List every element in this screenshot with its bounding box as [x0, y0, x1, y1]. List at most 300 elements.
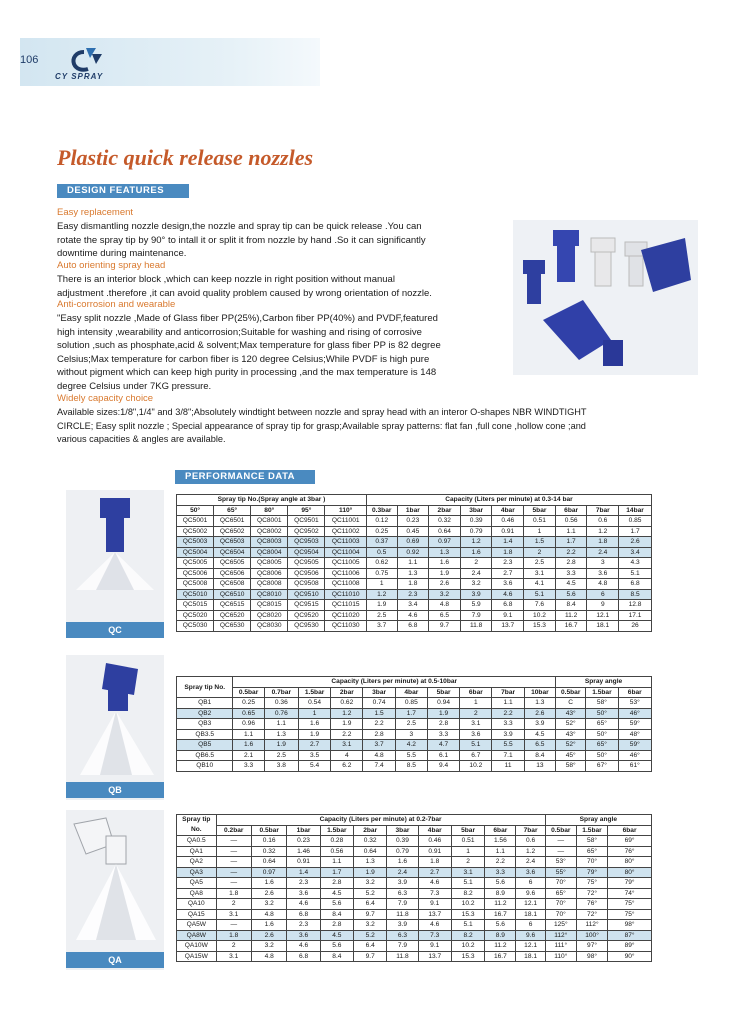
table-cell: 7.6: [524, 600, 556, 611]
table-cell: 53°: [545, 857, 576, 868]
paragraph-auto-orienting: [57, 273, 507, 300]
table-cell: 3.8: [264, 761, 298, 772]
table-row: [177, 867, 652, 878]
table-cell: 1.5: [363, 708, 395, 719]
table-cell: 0.6: [516, 836, 545, 847]
table-cell: 0.46: [492, 516, 524, 527]
table-cell: 4.7: [427, 740, 459, 751]
table-cell: 5.1: [619, 568, 652, 579]
table-cell: 1.4: [287, 867, 320, 878]
table-cell: 4.8: [251, 909, 286, 920]
table-cell: QC6501: [214, 516, 251, 527]
table-row: [177, 621, 652, 632]
text-line: CIRCLE; Easy split nozzle ; Special appearance of spray tip for grasp;Available spray patterns: flat fan ,full cone ,hollow cone ;and: [57, 420, 586, 431]
table-cell: 8.4: [320, 909, 353, 920]
table-cell: 2: [460, 708, 492, 719]
table-cell: QA0.5: [177, 836, 217, 847]
table-cell: QB6.5: [177, 750, 233, 761]
table-cell: 3.1: [524, 568, 556, 579]
table-cell: 1.3: [397, 568, 429, 579]
table-cell: 0.76: [264, 708, 298, 719]
table-row: [177, 740, 652, 751]
table-cell: QC8001: [251, 516, 288, 527]
table-cell: 3.9: [387, 920, 418, 931]
table-cell: 1: [298, 708, 330, 719]
table-cell: 0.32: [354, 836, 387, 847]
table-cell: —: [216, 857, 251, 868]
table-cell: 2.7: [492, 568, 524, 579]
qb-column-header: 6bar: [460, 687, 492, 698]
table-row: [177, 568, 652, 579]
table-row: [177, 899, 652, 910]
table-cell: 1.8: [492, 547, 524, 558]
table-cell: QC8005: [251, 558, 288, 569]
page-title: Plastic quick release nozzles: [57, 145, 314, 170]
table-cell: 72°: [576, 888, 607, 899]
table-cell: 3.6: [492, 579, 524, 590]
table-row: [177, 579, 652, 590]
table-cell: 58°: [576, 836, 607, 847]
qb-header-spray-tip: Spray tip No.: [177, 677, 233, 698]
table-cell: 4.3: [619, 558, 652, 569]
table-cell: 52°: [556, 740, 586, 751]
table-cell: 0.62: [331, 698, 363, 709]
table-cell: 98°: [576, 951, 607, 962]
table-cell: QC5010: [177, 589, 214, 600]
qc-performance-table: [176, 494, 652, 632]
table-cell: 0.23: [397, 516, 429, 527]
table-cell: 0.36: [264, 698, 298, 709]
qa-column-header: 1bar: [287, 825, 320, 836]
table-cell: QC6530: [214, 621, 251, 632]
table-cell: QC8030: [251, 621, 288, 632]
table-cell: 9.6: [516, 930, 545, 941]
table-cell: 0.25: [366, 526, 397, 537]
table-row: [177, 698, 652, 709]
table-cell: QC8008: [251, 579, 288, 590]
table-cell: 9.7: [354, 951, 387, 962]
subheading-easy-replacement: Easy replacement: [57, 207, 134, 218]
qc-column-header: 110°: [325, 505, 367, 516]
table-cell: 3.2: [251, 899, 286, 910]
table-cell: 43°: [556, 729, 586, 740]
table-cell: QA5: [177, 878, 217, 889]
table-cell: 98°: [608, 920, 652, 931]
table-cell: 1.9: [427, 708, 459, 719]
table-cell: 5.4: [298, 761, 330, 772]
qa-column-header: 6bar: [608, 825, 652, 836]
table-cell: 8.4: [555, 600, 587, 611]
table-cell: 2.4: [387, 867, 418, 878]
table-cell: 1.6: [251, 878, 286, 889]
text-line: downtime during maintenance.: [57, 248, 187, 259]
table-cell: 5.6: [320, 899, 353, 910]
table-cell: 6.3: [387, 930, 418, 941]
table-cell: 110°: [545, 951, 576, 962]
table-cell: QA2: [177, 857, 217, 868]
table-cell: QC11005: [325, 558, 367, 569]
table-cell: 2: [451, 857, 484, 868]
qa-column-header: 0.5bar: [251, 825, 286, 836]
table-cell: 5.5: [395, 750, 427, 761]
qa-header-spray-tip: Spray tip No.: [177, 815, 217, 836]
table-row: [177, 920, 652, 931]
table-cell: 2.8: [363, 729, 395, 740]
table-cell: 58°: [556, 761, 586, 772]
table-cell: 1.7: [395, 708, 427, 719]
table-row: [177, 836, 652, 847]
table-cell: 0.46: [418, 836, 451, 847]
qc-header-spray-tip: Spray tip No.(Spray angle at 3bar ): [177, 495, 367, 506]
text-line: Available sizes:1/8",1/4" and 3/8";Absolutely windtight between nozzle and spray head with an interor O-shapes NBR WINDTIGHT: [57, 407, 587, 417]
table-cell: 3.7: [366, 621, 397, 632]
table-cell: 1.9: [429, 568, 461, 579]
table-cell: QC6520: [214, 610, 251, 621]
table-row: [177, 719, 652, 730]
table-cell: 1: [451, 846, 484, 857]
table-cell: 3.9: [524, 719, 555, 730]
table-cell: 15.3: [451, 951, 484, 962]
table-cell: 2: [216, 899, 251, 910]
table-cell: 111°: [545, 941, 576, 952]
table-cell: 8.2: [451, 888, 484, 899]
table-cell: QC5001: [177, 516, 214, 527]
table-cell: 4.5: [524, 729, 555, 740]
table-cell: 9.1: [492, 610, 524, 621]
table-cell: 1.3: [524, 698, 555, 709]
table-cell: 5.1: [460, 740, 492, 751]
table-cell: 1.2: [366, 589, 397, 600]
table-cell: 2: [524, 547, 556, 558]
table-cell: 6: [516, 878, 545, 889]
qb-column-header: 1.5bar: [586, 687, 618, 698]
qa-column-header: 4bar: [418, 825, 451, 836]
table-cell: QC8003: [251, 537, 288, 548]
table-cell: 3.6: [287, 930, 320, 941]
table-cell: 0.91: [418, 846, 451, 857]
table-cell: 55°: [545, 867, 576, 878]
table-cell: 3.1: [216, 951, 251, 962]
table-cell: 2.5: [264, 750, 298, 761]
table-cell: 6.1: [427, 750, 459, 761]
table-cell: 2.8: [427, 719, 459, 730]
table-cell: 48°: [618, 729, 651, 740]
design-features-tag: DESIGN FEATURES: [57, 184, 189, 198]
table-row: [177, 951, 652, 962]
table-cell: 2: [216, 941, 251, 952]
table-cell: 0.56: [320, 846, 353, 857]
table-cell: 9.1: [418, 899, 451, 910]
table-cell: 0.94: [427, 698, 459, 709]
table-cell: 9: [587, 600, 619, 611]
qb-header-capacity: Capacity (Liters per minute) at 0.5-10bar: [233, 677, 556, 688]
table-cell: 1.6: [298, 719, 330, 730]
table-cell: 4.8: [429, 600, 461, 611]
table-cell: 52°: [556, 719, 586, 730]
table-cell: 1.1: [264, 719, 298, 730]
table-row: [177, 750, 652, 761]
table-cell: 2.2: [555, 547, 587, 558]
qc-column-header: 80°: [251, 505, 288, 516]
table-cell: 65°: [586, 740, 618, 751]
table-cell: 1.6: [460, 547, 492, 558]
table-cell: 0.6: [587, 516, 619, 527]
table-cell: 6.7: [460, 750, 492, 761]
table-cell: QC9502: [288, 526, 325, 537]
table-cell: 3.2: [354, 878, 387, 889]
table-cell: 65°: [576, 846, 607, 857]
table-cell: 1.4: [492, 537, 524, 548]
table-cell: 5.9: [460, 600, 492, 611]
table-cell: QA15: [177, 909, 217, 920]
qc-label: QC: [66, 622, 164, 638]
table-cell: 11.2: [555, 610, 587, 621]
table-cell: 12.8: [619, 600, 652, 611]
table-cell: QC11030: [325, 621, 367, 632]
text-line: high intensity ,wearability and anticorrosion;Suitable for washing and rising of corrosive: [57, 326, 422, 338]
table-cell: 0.85: [395, 698, 427, 709]
table-cell: 4: [331, 750, 363, 761]
table-cell: 43°: [556, 708, 586, 719]
table-cell: 3.9: [460, 589, 492, 600]
table-cell: QC5004: [177, 547, 214, 558]
table-cell: 5.2: [354, 930, 387, 941]
table-cell: 0.92: [397, 547, 429, 558]
qb-column-header: 10bar: [524, 687, 555, 698]
table-cell: 4.8: [587, 579, 619, 590]
subheading-auto-orienting: Auto orienting spray head: [57, 260, 166, 271]
table-cell: QB10: [177, 761, 233, 772]
table-cell: 4.1: [524, 579, 556, 590]
qa-column-header: 3bar: [387, 825, 418, 836]
table-cell: 4.2: [395, 740, 427, 751]
table-cell: 10.2: [451, 899, 484, 910]
table-cell: 5.1: [451, 920, 484, 931]
qb-performance-table: [176, 676, 652, 772]
table-cell: 7.9: [387, 941, 418, 952]
table-cell: 1.1: [397, 558, 429, 569]
qb-label: QB: [66, 782, 164, 798]
table-cell: 74°: [608, 888, 652, 899]
table-cell: 4.6: [397, 610, 429, 621]
table-cell: 5.2: [354, 888, 387, 899]
table-cell: 1.1: [555, 526, 587, 537]
table-cell: 1.2: [460, 537, 492, 548]
table-cell: 45°: [556, 750, 586, 761]
qc-column-header: 2bar: [429, 505, 461, 516]
table-cell: 1.2: [587, 526, 619, 537]
table-cell: 70°: [576, 857, 607, 868]
table-cell: QC11004: [325, 547, 367, 558]
table-cell: QC5008: [177, 579, 214, 590]
qb-column-header: 1.5bar: [298, 687, 330, 698]
text-line: various capacities & angles are available.: [57, 434, 226, 444]
table-cell: QC9505: [288, 558, 325, 569]
qc-column-header: 0.3bar: [366, 505, 397, 516]
table-cell: QC11020: [325, 610, 367, 621]
table-cell: QC9530: [288, 621, 325, 632]
table-cell: QC6506: [214, 568, 251, 579]
qc-column-header: 7bar: [587, 505, 619, 516]
table-cell: 0.39: [460, 516, 492, 527]
table-cell: QC11002: [325, 526, 367, 537]
table-cell: QA10: [177, 899, 217, 910]
table-cell: 125°: [545, 920, 576, 931]
table-cell: 80°: [608, 867, 652, 878]
table-cell: —: [216, 836, 251, 847]
table-cell: 9.7: [354, 909, 387, 920]
table-cell: 50°: [586, 750, 618, 761]
qa-label: QA: [66, 952, 164, 968]
table-cell: QA15W: [177, 951, 217, 962]
table-cell: 0.64: [354, 846, 387, 857]
table-row: [177, 878, 652, 889]
table-cell: 4.6: [287, 899, 320, 910]
table-cell: QC11008: [325, 579, 367, 590]
table-cell: 1.6: [387, 857, 418, 868]
table-cell: 6.8: [619, 579, 652, 590]
page-number: 106: [20, 54, 39, 66]
table-cell: 2.6: [524, 708, 555, 719]
table-cell: 11.2: [485, 899, 516, 910]
table-cell: 0.62: [366, 558, 397, 569]
table-cell: 12.1: [516, 899, 545, 910]
table-cell: 0.85: [619, 516, 652, 527]
table-cell: C: [556, 698, 586, 709]
table-cell: QC6515: [214, 600, 251, 611]
table-row: [177, 547, 652, 558]
table-cell: 112°: [545, 930, 576, 941]
table-cell: 72°: [576, 909, 607, 920]
table-cell: 2.2: [363, 719, 395, 730]
table-cell: QC9510: [288, 589, 325, 600]
table-cell: 67°: [586, 761, 618, 772]
table-cell: 4.5: [320, 888, 353, 899]
table-cell: 18.1: [516, 909, 545, 920]
table-cell: 80°: [608, 857, 652, 868]
table-cell: QC5002: [177, 526, 214, 537]
table-cell: QC9520: [288, 610, 325, 621]
table-cell: QC5030: [177, 621, 214, 632]
table-cell: QC8006: [251, 568, 288, 579]
table-row: [177, 516, 652, 527]
table-cell: 50°: [586, 708, 618, 719]
qb-column-header: 7bar: [492, 687, 524, 698]
table-cell: 15.3: [524, 621, 556, 632]
table-cell: 0.74: [363, 698, 395, 709]
table-cell: 6.4: [354, 941, 387, 952]
table-cell: 58°: [586, 698, 618, 709]
table-cell: QC8020: [251, 610, 288, 621]
table-cell: QC9506: [288, 568, 325, 579]
table-cell: 1.8: [587, 537, 619, 548]
table-cell: 1.8: [216, 930, 251, 941]
table-cell: 11: [492, 761, 524, 772]
table-cell: QC9503: [288, 537, 325, 548]
table-cell: 9.4: [427, 761, 459, 772]
table-cell: 2.5: [395, 719, 427, 730]
qc-header-capacity: Capacity (Liters per minute) at 0.3-14 bar: [366, 495, 651, 506]
qa-column-header: 5bar: [451, 825, 484, 836]
table-cell: 1.56: [485, 836, 516, 847]
table-cell: 61°: [618, 761, 651, 772]
table-cell: QA10W: [177, 941, 217, 952]
text-line: adjustment .therefore ,it can avoid quality problem caused by wrong orientation of nozzle.: [57, 287, 432, 299]
table-cell: QA1: [177, 846, 217, 857]
table-cell: 13.7: [418, 951, 451, 962]
table-cell: QC6508: [214, 579, 251, 590]
table-cell: 1.6: [233, 740, 264, 751]
table-cell: 0.51: [451, 836, 484, 847]
qc-column-header: 1bar: [397, 505, 429, 516]
table-cell: 6.3: [387, 888, 418, 899]
table-cell: 1.5: [524, 537, 556, 548]
table-cell: 6.4: [354, 899, 387, 910]
qa-nozzle-image: [66, 810, 164, 970]
qc-column-header: 4bar: [492, 505, 524, 516]
table-cell: 2.6: [251, 888, 286, 899]
table-cell: QA3: [177, 867, 217, 878]
qc-column-header: 50°: [177, 505, 214, 516]
table-cell: QC9504: [288, 547, 325, 558]
text-line: without pigment which can keep high purity in processing ,and the max temperature is 148: [57, 367, 437, 378]
table-cell: 0.64: [429, 526, 461, 537]
table-cell: QC8010: [251, 589, 288, 600]
table-cell: QC11003: [325, 537, 367, 548]
table-cell: 0.65: [233, 708, 264, 719]
table-cell: 11.8: [460, 621, 492, 632]
table-cell: 0.37: [366, 537, 397, 548]
table-cell: 3.6: [460, 729, 492, 740]
table-row: [177, 526, 652, 537]
table-cell: 65°: [586, 719, 618, 730]
table-cell: 10.2: [460, 761, 492, 772]
qc-column-header: 3bar: [460, 505, 492, 516]
table-cell: 2.1: [233, 750, 264, 761]
table-cell: 8.9: [485, 930, 516, 941]
table-cell: 7.4: [363, 761, 395, 772]
table-cell: 3.4: [397, 600, 429, 611]
table-cell: QC6510: [214, 589, 251, 600]
table-cell: 0.56: [555, 516, 587, 527]
qa-column-header: 0.5bar: [545, 825, 576, 836]
table-cell: 3.1: [331, 740, 363, 751]
table-cell: 1.8: [418, 857, 451, 868]
table-cell: 3.7: [363, 740, 395, 751]
qc-column-header: 14bar: [619, 505, 652, 516]
table-cell: QB3.5: [177, 729, 233, 740]
table-cell: QC5015: [177, 600, 214, 611]
table-cell: QC6502: [214, 526, 251, 537]
table-cell: 4.6: [492, 589, 524, 600]
table-cell: 87°: [608, 930, 652, 941]
table-cell: 2.6: [251, 930, 286, 941]
table-cell: 79°: [576, 867, 607, 878]
qa-column-header: 7bar: [516, 825, 545, 836]
table-cell: QC5003: [177, 537, 214, 548]
table-cell: QA8: [177, 888, 217, 899]
text-line: Celsius;Max temperature for carbon fiber is 120 degree Celsius;While PVDF is high pure: [57, 353, 430, 365]
table-cell: 3.1: [460, 719, 492, 730]
table-cell: 2: [460, 558, 492, 569]
table-cell: 0.51: [524, 516, 556, 527]
table-cell: 1.1: [485, 846, 516, 857]
table-cell: 3.2: [251, 941, 286, 952]
table-cell: QC8002: [251, 526, 288, 537]
subheading-anti-corrosion: Anti-corrosion and wearable: [57, 299, 176, 310]
table-cell: 53°: [618, 698, 651, 709]
table-cell: 0.91: [492, 526, 524, 537]
